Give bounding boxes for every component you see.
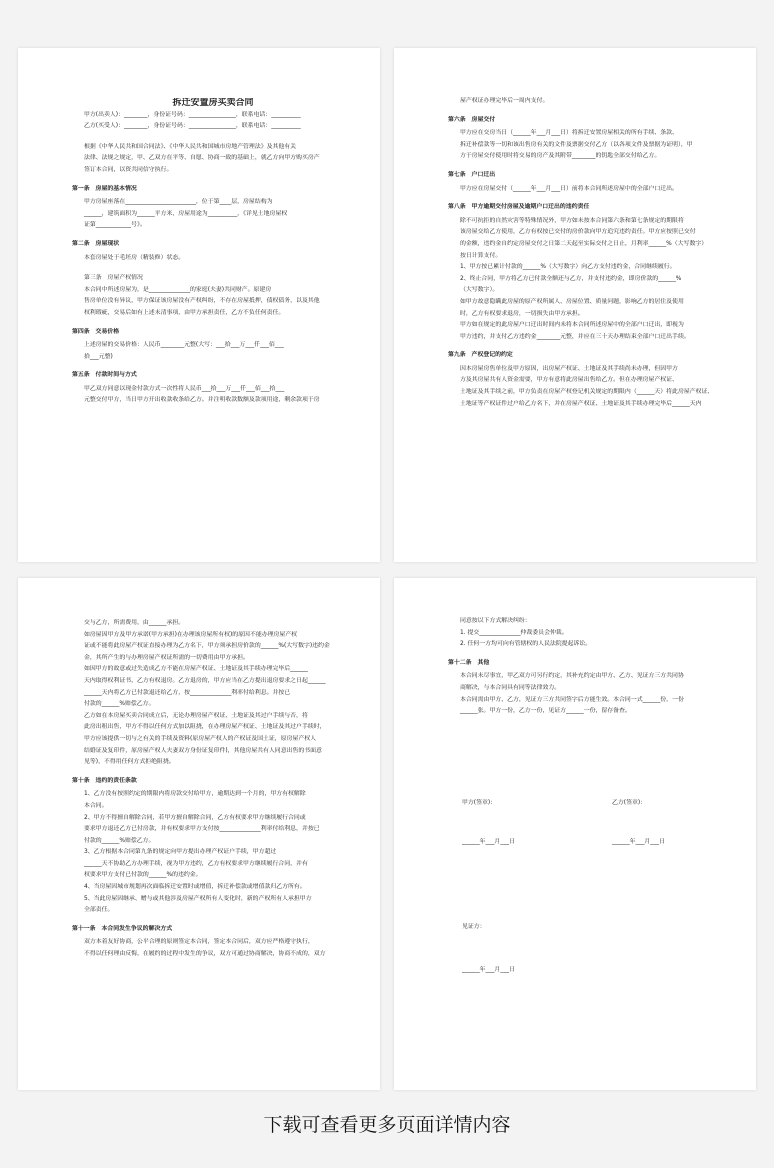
text-line: 同意按以下方式解决纠纷： — [460, 618, 531, 624]
text-line: 付款的______%赔偿乙方。 — [84, 701, 155, 708]
clause-heading: 第十条 违约的责任条款 — [72, 777, 137, 784]
text-line: 金，其所产生的与办理房屋产权证所需的一切费用由甲方承担。 — [84, 654, 249, 661]
clause-heading: 第七条 户口迁出 — [448, 171, 496, 178]
clause-heading: 第二条 房屋现状 — [72, 240, 120, 247]
witness-date: ______年___月___日 — [462, 967, 516, 973]
text-line: 证第____________号》。 — [84, 222, 146, 229]
text-line: 乙方(买受人)：________，身份证号码：________________，联系电话：__________ — [84, 123, 301, 130]
text-line: 甲方应该提供一切与之有关的手续及资料(原房屋产权人的产权证及国土证，原房屋产权人 — [84, 735, 317, 742]
text-line: 签订本合同，以资共同信守执行。 — [84, 166, 173, 173]
blank-line — [72, 264, 354, 273]
text-line: 时，乙方有权要求退房，一切损失由甲方承担。 — [460, 310, 584, 317]
document-page-4 — [394, 578, 756, 1090]
text-line: 乙方如在本房屋买卖合同成立后，无论办理房屋产权证、土地证及其过户手续与否，将 — [84, 712, 308, 719]
text-line: 甲方如在规定的此房屋户口迁出时间内未将本合同所述房屋中的全部户口迁出，即视为 — [460, 322, 684, 329]
text-line: ______，建筑面积为______平方米，房屋用途为__________，《详见土地房屋权 — [84, 210, 288, 217]
document-page-1 — [18, 48, 380, 562]
download-prompt[interactable]: 下载可查看更多页面详情内容 — [263, 1114, 511, 1136]
text-line: ______天内将乙方已付款退还给乙方，按______________利率付给利息。并按已 — [84, 689, 291, 696]
text-line: 交与乙方，所需费用，由______承担。 — [84, 620, 185, 626]
text-line: ______张。甲方一份，乙方一份，见证方______一份，留存备查。 — [460, 708, 631, 715]
page-2-lines — [448, 96, 730, 410]
text-line: 1. 提交______________仲裁委员会仲裁。 — [460, 629, 568, 636]
blank-line — [72, 133, 354, 142]
text-line: 甲方应在交房当日（______年___月___日）将拆迁安置房屋相关的所有手续、条款、 — [460, 130, 678, 137]
text-line: 售房单位没有异议，甲方保证该房屋没有产权纠纷，不存在房屋抵押，债权债务，以及其他 — [84, 298, 320, 305]
text-line: 本合同。 — [84, 802, 108, 809]
text-line: 元整交付甲方，当日甲方开出收款收条给乙方。并注明收款数额及款项用途，剩余款项于房 — [84, 397, 320, 404]
text-line: 5、当此房屋因继承、赠与或其他涉及房屋产权所有人变化时，新的产权所有人承担甲方 — [84, 895, 312, 902]
text-line: 本套房屋处于毛坯房（精装修）状态。 — [84, 254, 185, 261]
page-3-lines — [72, 618, 354, 961]
text-line: 见等)，不得用任何方式拒绝阻挠。 — [84, 759, 175, 766]
page-1-content — [72, 98, 354, 407]
text-line: 2. 任何一方均可向有管辖权的人民法院提起诉讼。 — [460, 641, 592, 648]
text-line: 土地证等产权证件过户给乙方名下，并在房屋产权证、土地证及其手续办理完毕后______天内 — [460, 400, 702, 407]
text-line: 法律、法规之规定，甲、乙双方在平等、自愿、协商一致的基础上，就乙方向甲方购买房产 — [84, 155, 320, 162]
text-line: 土地证及其手续之前，甲方负责在房屋产权登记机关规定的期限内（______天）将此房屋产权证、 — [460, 389, 714, 396]
text-line: 要求甲方退还乙方已付房款，并有权要求甲方支付按______________利率付给利息，并按已 — [84, 826, 320, 833]
text-line: （大写数字）。 — [460, 287, 499, 294]
page-3-content — [72, 618, 354, 961]
page-1-lines — [72, 110, 354, 407]
clause-heading: 第十一条 本合同发生争议的解决方式 — [72, 925, 173, 932]
text-line: 天内取得权利证书，乙方有权退房。乙方退房的，甲方应当在乙方提出退房要求之日起______ — [84, 677, 326, 684]
clause-heading: 第一条 房屋的基本情况 — [72, 185, 137, 192]
text-line: 拾___元整) — [84, 353, 113, 360]
text-line: 本合同未尽事宜，甲乙双方可另行约定，其补充约定由甲方、乙方、见证方三方共同协 — [460, 673, 684, 680]
clause-heading: 第八条 甲方逾期交付房屋及逾期户口迁出的违约责任 — [448, 204, 590, 211]
clause-heading: 第五条 付款时间与方式 — [72, 372, 137, 379]
text-line: 3、乙方根据本合同第九条的规定向甲方提出办理产权证户手续，甲方超过 — [84, 849, 277, 856]
contract-title: 拆迁安置房买卖合同 — [172, 98, 254, 108]
party-b-signature-label: 乙方(签章)： — [612, 800, 647, 806]
text-line: 本合同中所述房屋为，是______________的家庭(夫妻)共同财产。原建房 — [84, 286, 272, 293]
text-line: 付款的______%赔偿乙方。 — [84, 837, 155, 844]
text-line: 甲乙双方同意以现金付款方式一次性将人民币___拾___万___仟___佰___拾___ — [84, 385, 285, 392]
text-line: 权要求甲方支付已付款的______%的违约金。 — [84, 872, 202, 879]
party-a-signature-label: 甲方(签章)： — [462, 800, 497, 806]
text-line: 2、甲方不得擅自解除合同，若甲方擅自解除合同，乙方有权要求甲方继续履行合同或 — [84, 814, 306, 821]
text-line: 甲方(出卖人)：________，身份证号码：________________，联系电话：__________ — [84, 111, 301, 118]
text-line: 上述房屋的交易价格：人民币________元整(大写：___拾___万___仟___佰___ — [84, 342, 284, 349]
text-line: 该房屋交给乙方使用，乙方有权按已交付的房价款向甲方追究违约责任。甲方应按照已交付 — [460, 229, 696, 236]
text-line: 证或不能将此房屋产权证直接办理为乙方名下，甲方须承担房价款的______%(大写数字)违约金 — [84, 643, 330, 650]
text-line: 全部责任。 — [84, 907, 114, 914]
text-line: 如房屋因甲方及甲方承诺(甲方承担)在办理该房屋所有权)的原因不能办理房屋产权 — [84, 631, 298, 638]
text-line: 本合同需由甲方、乙方，见证方三方共同签字后方能生效。本合同一式______份，一份 — [460, 696, 684, 703]
text-line: 商解决，与本合同具有同等法律效力。 — [460, 684, 561, 691]
text-line: 甲方房屋座落在________________________，位于第____层，房屋结构为 — [84, 199, 273, 206]
text-line: ______天不协助乙方办理手续，视为甲方违约，乙方有权要求甲方继续履行合同，并有 — [84, 860, 308, 867]
clause-heading: 第九条 产权登记的约定 — [448, 352, 513, 359]
page-4-content — [448, 616, 730, 718]
text-line: 甲方违约，并支付乙方违约金________元整，并应在三十天办理结束全部户口迁出手续。 — [460, 333, 690, 340]
document-page-3 — [18, 578, 380, 1090]
text-line: 1、乙方没有按照约定的期限内将房款交付给甲方，逾期达到一个月的，甲方有权解除 — [84, 791, 306, 798]
text-line: 除不可抗拒的自然灾害等特殊情况外，甲方如未按本合同第六条和第七条规定的期限将 — [460, 217, 684, 224]
clause-heading: 第六条 房屋交付 — [448, 116, 496, 123]
text-line: 不得以任何理由反悔，在履约的过程中发生的争议，双方可通过协商解决，协商不成的，双方 — [84, 951, 326, 958]
party-a-date: ______年___月___日 — [462, 839, 516, 845]
text-line: 的金额，违约金自约定房屋交付之日第二天起至实际交付之日止，月利率______%（大写数字） — [460, 240, 708, 247]
text-line: 因本房屋房售单位及甲方原因，出房屋产权证、土地证及其手续尚未办理，但因甲方 — [460, 365, 678, 372]
text-line: 1、甲方按已累计付款的______%（大写数字）向乙方支付违约金，合同继续履行。 — [460, 264, 676, 271]
text-line: 根据《中华人民共和国合同法》、《中华人民共和国城市房地产管理法》及其他有关 — [84, 143, 297, 150]
clause-heading: 第四条 交易价格 — [72, 328, 120, 335]
text-line: 2、终止合同，甲方将乙方已付款全额还与乙方，并支付违约金，即房价款的______% — [460, 275, 682, 282]
text-line: 如因甲方的故意或过失造成乙方不能在房屋产权证、土地证及其手续办理完毕后______ — [84, 666, 308, 673]
text-line: 权利瑕疵，交易后如有上述未清事项，由甲方承担责任，乙方不负任何责任。 — [84, 309, 285, 316]
text-line: 此房出租出售，甲方不得以任何方式加以阻挠，在办理房屋产权证、土地证及其过户手续时， — [84, 724, 326, 731]
text-line: 第三条 房屋产权情况 — [84, 275, 143, 282]
document-page-2 — [394, 48, 756, 562]
text-line: 方于房屋交付使用时将交易的房产及其附带________的钥匙全部交付给乙方。 — [460, 153, 661, 160]
text-line: 甲方应在房屋交付（______年___月___日）前将本合同所述房屋中的全部户口迁出。 — [460, 185, 678, 192]
party-b-date: ______年___月___日 — [612, 839, 666, 845]
page-2-content — [448, 96, 730, 410]
text-line: 屋产权证办理完毕后一周内支付。 — [460, 98, 549, 104]
text-line: 4、当房屋因城市规划再次面临拆迁安置时或增值，拆迁补偿款或增值款归乙方所有。 — [84, 884, 306, 891]
clause-heading: 第十二条 其他 — [448, 659, 490, 666]
text-line: 结婚证及复印件，原房屋产权人夫妻双方身份证复印件)，其他房屋共有人同意出售的书面意 — [84, 747, 322, 754]
text-line: 双方本着友好协商，公平合理的原则签定本合同，签定本合同后，双方应严格遵守执行， — [84, 939, 314, 946]
witness-signature-label: 见证方： — [462, 924, 486, 930]
text-line: 拆迁补偿款等一切和该出售房有关的文件及票据交付乙方（以各项文件及票据为证明），甲 — [460, 141, 693, 148]
page-4-lines — [448, 616, 730, 718]
text-line: 按日计算支付。 — [460, 252, 502, 259]
text-line: 方及其房屋共有人资金需要，甲方有意将此房屋出售给乙方。但在办理房屋产权证、 — [460, 377, 678, 384]
text-line: 如甲方故意隐瞒此房屋的原产权所属人、房屋位置、质量问题，影响乙方的居住及使用 — [460, 298, 684, 305]
